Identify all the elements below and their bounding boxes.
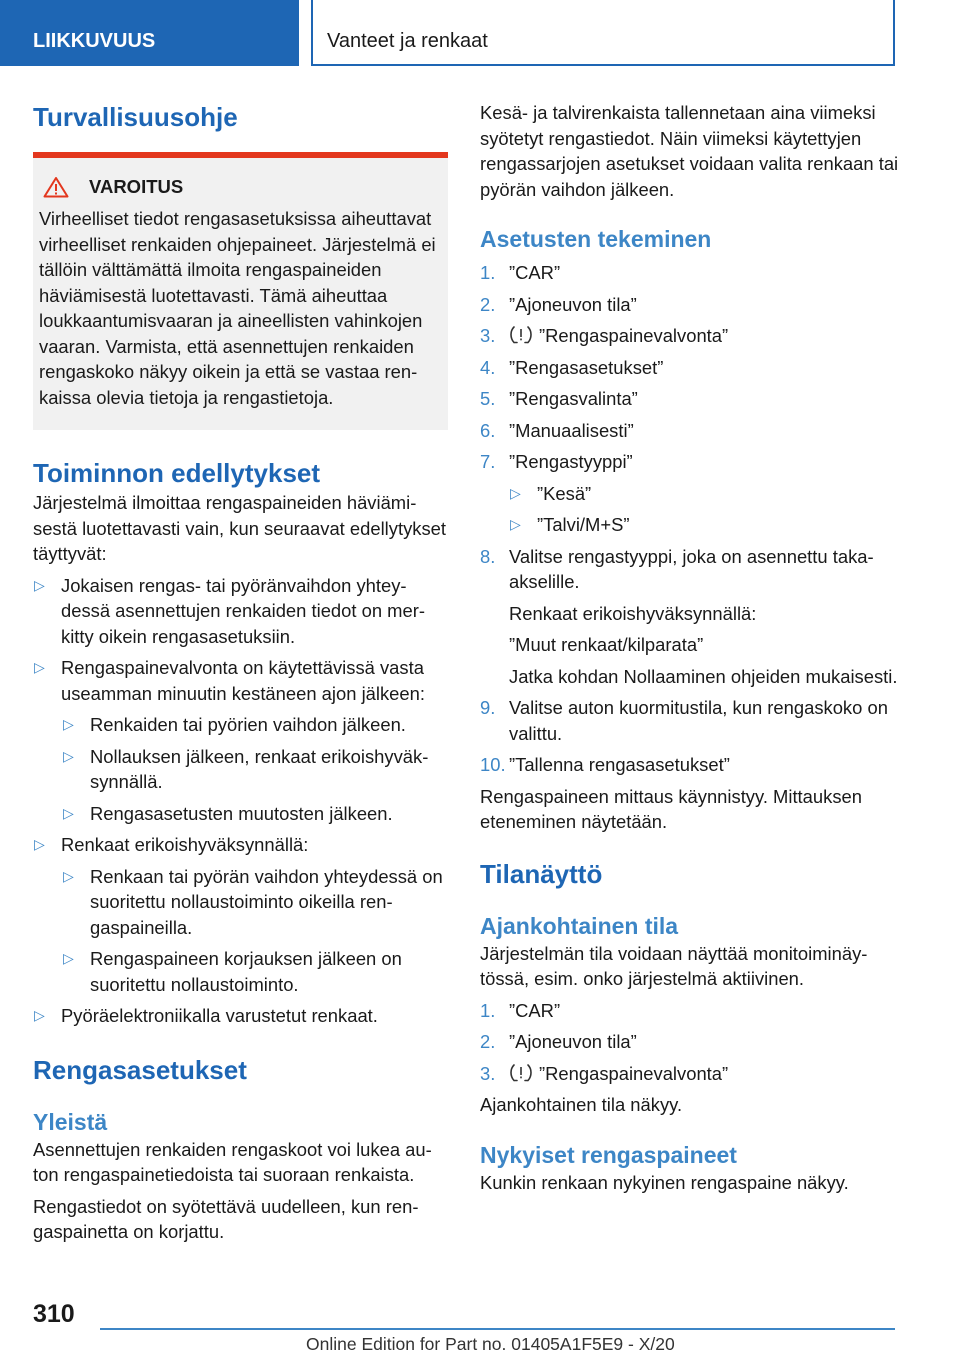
list-item: 1. ”CAR” xyxy=(480,999,561,1021)
general-paragraph-2: Rengastiedot on syötettävä uudelleen, kun rengaspainetta on korjattu. xyxy=(33,1195,419,1242)
safety-heading: Turvallisuusohje xyxy=(33,102,238,132)
bullet-icon: ▷ xyxy=(63,950,74,966)
footer-divider xyxy=(100,1328,895,1330)
chapter-title: Vanteet ja renkaat xyxy=(311,0,895,66)
bullet-icon: ▷ xyxy=(510,484,521,501)
list-item: ▷ Pyöräelektroniikalla varustetut renkaat. xyxy=(33,1003,448,1029)
edition-text: Online Edition for Part no. 01405A1F5E9 - X/20 xyxy=(306,1334,675,1354)
status-heading: Tilanäyttö xyxy=(480,858,603,889)
bullet-icon: ▷ xyxy=(63,716,74,732)
conditions-heading: Toiminnon edellytykset xyxy=(33,458,321,488)
bullet-icon: ▷ xyxy=(63,867,74,884)
current-status-intro: Järjestelmän tila voidaan näyttää monitoiminäytössä, esim. onko järjestelmä aktiivinen. xyxy=(480,942,868,989)
bullet-icon: ▷ xyxy=(510,516,521,532)
intro-paragraph: Kesä- ja talvirenkaista tallennetaan aina viimeksi syötetyt rengastiedot. Näin viimeksi käytettyjen rengassarjojen asetukset voidaan valita renkaan tai pyörän vaihdon jälkeen. xyxy=(480,102,899,200)
list-item: ▷ Rengaspainevalvonta on käytettävissä vasta useamman minuutin kestäneen ajon jälkeen: xyxy=(33,655,448,706)
list-item: ▷ Renkaan tai pyörän vaihdon yhteydessä on suoritettu nollaustoiminto oikeilla rengaspaineilla. xyxy=(33,864,448,941)
left-column xyxy=(33,100,448,1245)
pressures-text: Kunkin renkaan nykyinen rengaspaine näkyy. xyxy=(480,1171,849,1193)
list-item: 10. ”Tallenna rengasasetukset” xyxy=(480,754,730,775)
list-item: 5. ”Rengasvalinta” xyxy=(480,388,638,409)
status-steps xyxy=(480,998,910,1087)
setup-steps xyxy=(480,260,910,778)
warning-label: VAROITUS xyxy=(89,176,184,197)
list-item: ▷ Renkaiden tai pyörien vaihdon jälkeen. xyxy=(33,712,448,738)
list-item: ▷ Rengaspaineen korjauksen jälkeen on suoritettu nollaustoiminto. xyxy=(33,946,448,997)
list-item: ▷ Renkaat erikoishyväksynnällä: xyxy=(33,832,448,858)
list-item: 1. ”CAR” xyxy=(480,262,561,283)
conditions-intro: Järjestelmä ilmoittaa rengaspaineiden häviämisestä luotettavasti vain, kun seuraavat edellytykset täyttyvät: xyxy=(33,492,446,564)
tire-pressure-icon xyxy=(509,325,533,345)
page-header xyxy=(0,0,960,66)
warning-icon xyxy=(43,176,69,198)
list-item: 4. ”Rengasasetukset” xyxy=(480,356,664,378)
bullet-icon: ▷ xyxy=(34,836,45,852)
list-item: 3. ”Rengaspainevalvonta” xyxy=(480,1062,729,1084)
list-item: ▷ ”Talvi/M+S” xyxy=(480,512,910,538)
general-paragraph-1: Asennettujen renkaiden rengaskoot voi lukea auton rengaspainetiedoista tai suoraan renkaista. xyxy=(33,1138,432,1185)
bullet-icon: ▷ xyxy=(63,747,74,764)
warning-text: Virheelliset tiedot rengasasetuksissa aiheuttavat virheelliset renkaiden ohjepaineet. Järjestelmä ei tällöin välttämättä ilmoita rengaspaineiden häviämisestä luotettavasti. Tämä aiheuttaa loukkaantumisvaaran ja aineellisten vahinkojen vaaran. Varmista, että asennettujen renkaiden rengaskoko näkyy oikein ja että se vastaa renkaissa olevia tietoja ja rengastietoja. xyxy=(39,208,436,408)
bullet-icon: ▷ xyxy=(34,576,45,593)
list-item: 8. Valitse rengastyyppi, joka on asennettu takaakselille. Renkaat erikoishyväksynnällä: ”Muut renkaat/kilparata” Jatka kohdan Nollaaminen ohjeiden mukaisesti. xyxy=(480,545,898,687)
page-number: 310 xyxy=(33,1300,75,1328)
list-item: 3. ”Rengaspainevalvonta” xyxy=(480,325,729,346)
current-status-heading: Ajankohtainen tila xyxy=(480,912,679,939)
tire-pressure-icon xyxy=(509,1063,533,1083)
list-item: 6. ”Manuaalisesti” xyxy=(480,419,634,441)
bullet-icon: ▷ xyxy=(34,1007,45,1023)
list-item: ▷ ”Kesä” xyxy=(480,481,910,507)
current-status-after: Ajankohtainen tila näkyy. xyxy=(480,1094,683,1115)
setup-heading: Asetusten tekeminen xyxy=(480,226,712,252)
after-steps-text: Rengaspaineen mittaus käynnistyy. Mittauksen eteneminen näytetään. xyxy=(480,785,862,832)
bullet-icon: ▷ xyxy=(34,659,45,675)
general-heading: Yleistä xyxy=(33,1108,108,1135)
list-item: ▷ Rengasasetusten muutosten jälkeen. xyxy=(33,801,448,827)
list-item: ▷ Nollauksen jälkeen, renkaat erikoishyväksynnällä. xyxy=(33,744,448,795)
pressures-heading: Nykyiset rengaspaineet xyxy=(480,1141,737,1168)
list-item: 2. ”Ajoneuvon tila” xyxy=(480,293,637,315)
bullet-icon: ▷ xyxy=(63,804,74,821)
settings-heading: Rengasasetukset xyxy=(33,1054,247,1085)
list-item: ▷ Jokaisen rengas- tai pyöränvaihdon yhteydessä asennettujen renkaiden tiedot on merkitty oikein rengasasetuksiin. xyxy=(33,573,448,650)
list-item: 9. Valitse auton kuormitustila, kun rengaskoko on valittu. xyxy=(480,697,888,744)
list-item: 7. ”Rengastyyppi” xyxy=(480,451,633,472)
section-tab: LIIKKUVUUS xyxy=(0,0,299,66)
list-item: 2. ”Ajoneuvon tila” xyxy=(480,1031,637,1052)
warning-box xyxy=(33,152,448,430)
warning-header xyxy=(43,176,440,198)
right-column xyxy=(480,100,910,1195)
